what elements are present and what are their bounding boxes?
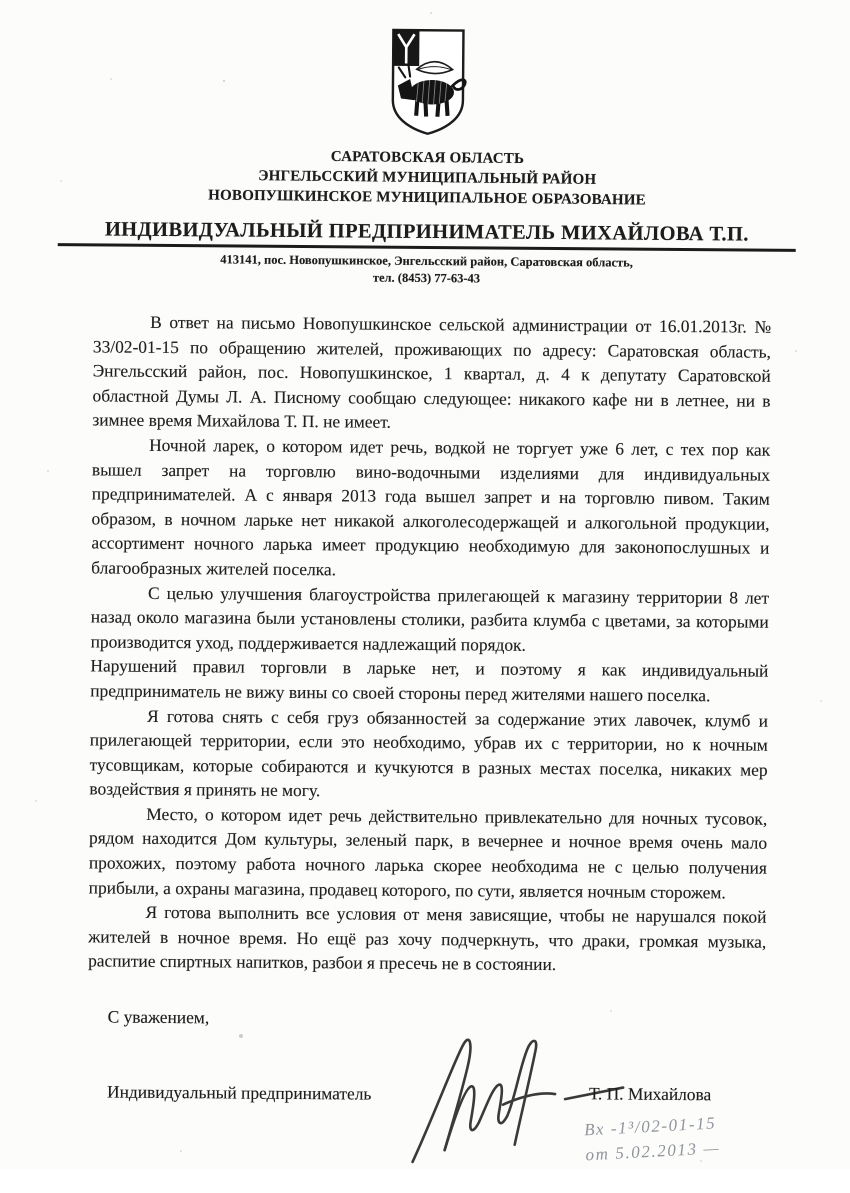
letter-paragraph-5: Я готова снять с себя груз обязанностей за содержание этих лавочек, клумб и прилегающей территории, если это необходимо, убрав их с территории, но к ночным тусовщикам, которые собираются и кучкуются в разных местах поселка, никаких мер воздействия я принять не могу. bbox=[89, 705, 769, 801]
letterhead-municipality: НОВОПУШКИНСКОЕ МУНИЦИПАЛЬНОЕ ОБРАЗОВАНИЕ bbox=[208, 187, 646, 209]
letterhead bbox=[2, 143, 850, 213]
letter-paragraph-2: Ночной ларек, о котором идет речь, водкой не торгует уже 6 лет, с тех пор как вышел запрет на торговлю вино-водочными изделиями для индивидуальных предпринимателей. А с января 2013 года вышел запрет и на торговлю пивом. Таким образом, в ночном ларьке нет никакой алкоголесодержащей и алкогольной продукции, ассортимент ночного ларька имеет продукцию необходимую для законопослушных и благообразных жителей поселка. bbox=[91, 434, 771, 580]
handwritten-registration-note bbox=[584, 1110, 721, 1167]
letterhead-district: ЭНГЕЛЬССКИЙ МУНИЦИПАЛЬНЫЙ РАЙОН bbox=[258, 168, 597, 188]
letterhead-address: 413141, пос. Новопушкинское, Энгельсский район, Саратовская область, bbox=[220, 252, 633, 270]
letterhead-region: САРАТОВСКАЯ ОБЛАСТЬ bbox=[330, 148, 525, 168]
letter-paragraph-4: Нарушений правил торговли в ларьке нет, и поэтому я как индивидуальный предприниматель не вижу вины со своей стороны перед жителями нашего поселка. bbox=[90, 655, 769, 706]
letterhead-rule bbox=[58, 218, 796, 252]
closing-regards: С уважением, bbox=[107, 1006, 210, 1028]
scan-noise bbox=[0, 0, 2, 2]
signer-name: Т. П. Михайлова bbox=[589, 1083, 712, 1105]
registration-note-line1: Вх -1³/02-01-15 bbox=[583, 1113, 717, 1140]
letter-body bbox=[88, 309, 771, 978]
letterhead-phone: тел. (8453) 77-63-43 bbox=[372, 270, 481, 286]
letter-paragraph-1: В ответ на письмо Новопушкинское сельской администрации от 16.01.2013г. № 33/02-01-15 по обращению жителей, проживающих по адресу: Саратовская область, Энгельсский район, пос. Новопушкинское, 1 квартал, д. 4 к депутату Саратовской областной Думы Л. А. Писному сообщаю следующее: никакого кафе ни в летнее, ни в зимнее время Михайлова Т. П. не имеет. bbox=[92, 311, 772, 433]
signer-title: Индивидуальный предприниматель bbox=[107, 1081, 372, 1104]
letter-paragraph-6: Место, о котором идет речь действительно привлекательно для ночных тусовок, рядом находится Дом культуры, зеленый парк, в вечернее и ночное время очень мало прохожих, поэтому работа ночного ларька скорее необходима не с целью получения прибыли, а охраны магазина, продавец которого, по сути, является ночным сторожем. bbox=[88, 803, 768, 903]
signature-block bbox=[106, 1048, 845, 1193]
letter-paragraph-3: С целью улучшения благоустройства прилегающей к магазину территории 8 лет назад около магазина были установлены столики, разбита клумба с цветами, за которыми производится уход, поддерживается надлежащий порядок. bbox=[90, 582, 770, 655]
coat-of-arms-icon bbox=[387, 27, 470, 138]
registration-note-line2: от 5.02.2013 — bbox=[584, 1138, 721, 1165]
organization-title: ИНДИВИДУАЛЬНЫЙ ПРЕДПРИНИМАТЕЛЬ МИХАЙЛОВА Т.П. bbox=[104, 218, 749, 246]
letterhead-contacts bbox=[1, 250, 850, 291]
letter-paragraph-7: Я готова выполнить все условия от меня зависящие, чтобы не нарушался покой жителей в ночное время. Но ещё раз хочу подчеркнуть, что драки, громкая музыка, распитие спиртных напитков, разбои я пресечь не в состоянии. bbox=[88, 902, 767, 975]
